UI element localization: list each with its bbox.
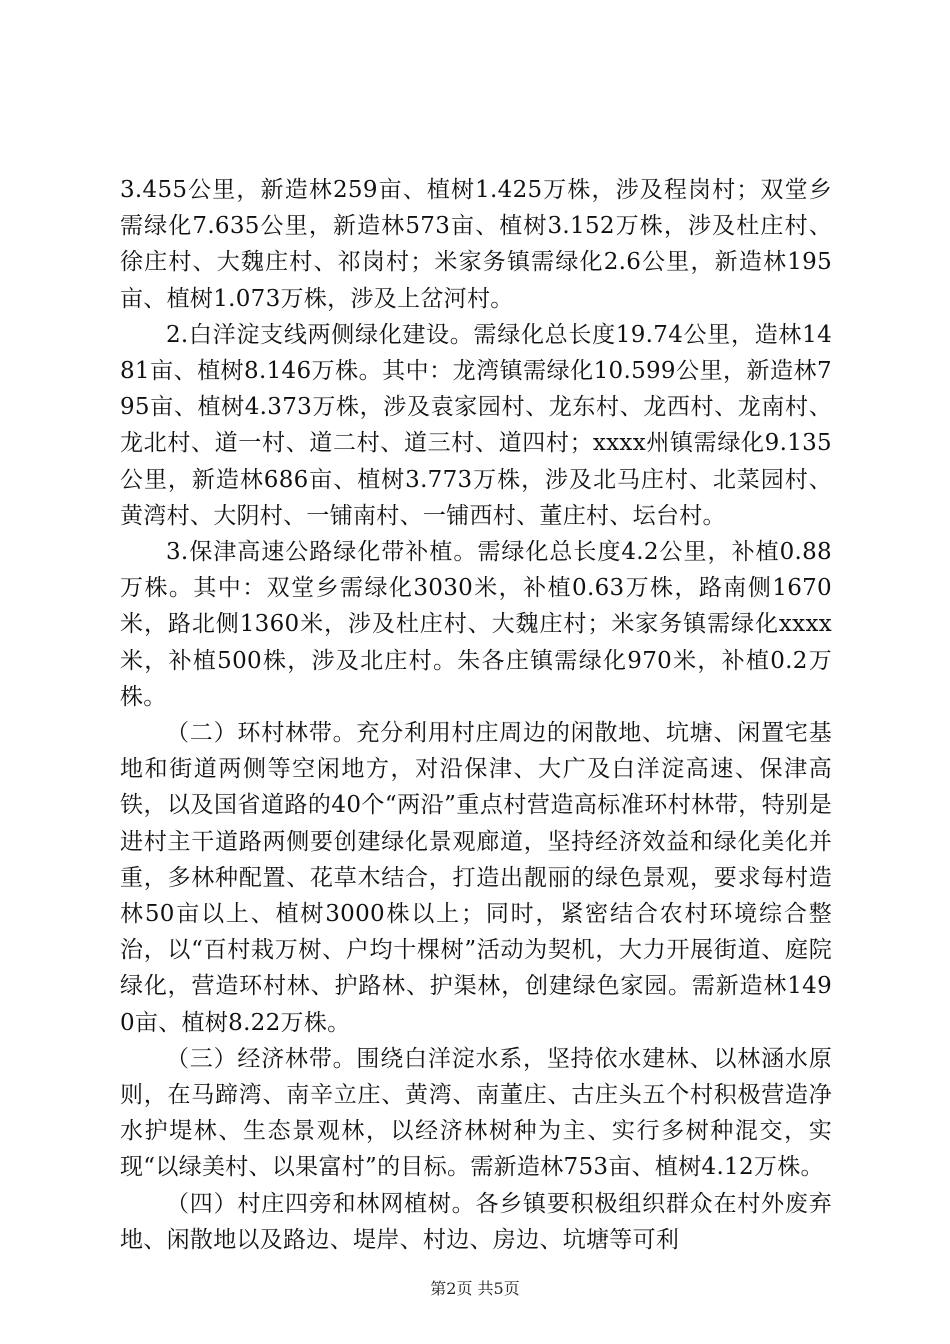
page-footer xyxy=(0,1276,950,1299)
paragraph-6: （四）村庄四旁和林网植树。各乡镇要积极组织群众在村外废弃地、闲散地以及路边、堤岸、村边、房边、坑塘等可利 xyxy=(120,1190,832,1253)
document-body xyxy=(120,172,832,1258)
paragraph-1: 3.455公里，新造林259亩、植树1.425万株，涉及程岗村；双堂乡需绿化7.635公里，新造林573亩、植树3.152万株，涉及杜庄村、徐庄村、大魏庄村、祁岗村；米家务镇需绿化2.6公里，新造林195亩、植树1.073万株，涉及上岔河村。 xyxy=(120,177,832,312)
page-number-label: 第2页 共5页 xyxy=(430,1279,520,1298)
paragraph-4: （二）环村林带。充分利用村庄周边的闲散地、坑塘、闲置宅基地和街道两侧等空闲地方，对沿保津、大广及白洋淀高速、保津高铁，以及国省道路的40个“两沿”重点村营造高标准环村林带，特别是进村主干道路两侧要创建绿化景观廊道，坚持经济效益和绿化美化并重，多林种配置、花草木结合，打造出靓丽的绿色景观，要求每村造林50亩以上、植树3000株以上；同时，紧密结合农村环境综合整治，以“百村栽万树、户均十棵树”活动为契机，大力开展街道、庭院绿化，营造环村林、护路林、护渠林，创建绿色家园。需新造林1490亩、植树8.22万株。 xyxy=(120,720,832,1036)
paragraph-5: （三）经济林带。围绕白洋淀水系，坚持依水建林、以林涵水原则，在马蹄湾、南辛立庄、黄湾、南董庄、古庄头五个村积极营造净水护堤林、生态景观林，以经济林树种为主、实行多树种混交，实现“以绿美村、以果富村”的目标。需新造林753亩、植树4.12万株。 xyxy=(120,1045,832,1181)
paragraph-2: 2.白洋淀支线两侧绿化建设。需绿化总长度19.74公里，造林1481亩、植树8.146万株。其中：龙湾镇需绿化10.599公里，新造林795亩、植树4.373万株，涉及袁家园村、龙东村、龙西村、龙南村、龙北村、道一村、道二村、道三村、道四村；xxxx州镇需绿化9.135公里，新造林686亩、植树3.773万株，涉及北马庄村、北菜园村、黄湾村、大阴村、一铺南村、一铺西村、董庄村、坛台村。 xyxy=(120,321,832,529)
paragraph-3: 3.保津高速公路绿化带补植。需绿化总长度4.2公里，补植0.88万株。其中：双堂乡需绿化3030米，补植0.63万株，路南侧1670米，路北侧1360米，涉及杜庄村、大魏庄村；米家务镇需绿化xxxx米，补植500株，涉及北庄村。朱各庄镇需绿化970米，补植0.2万株。 xyxy=(120,539,832,710)
